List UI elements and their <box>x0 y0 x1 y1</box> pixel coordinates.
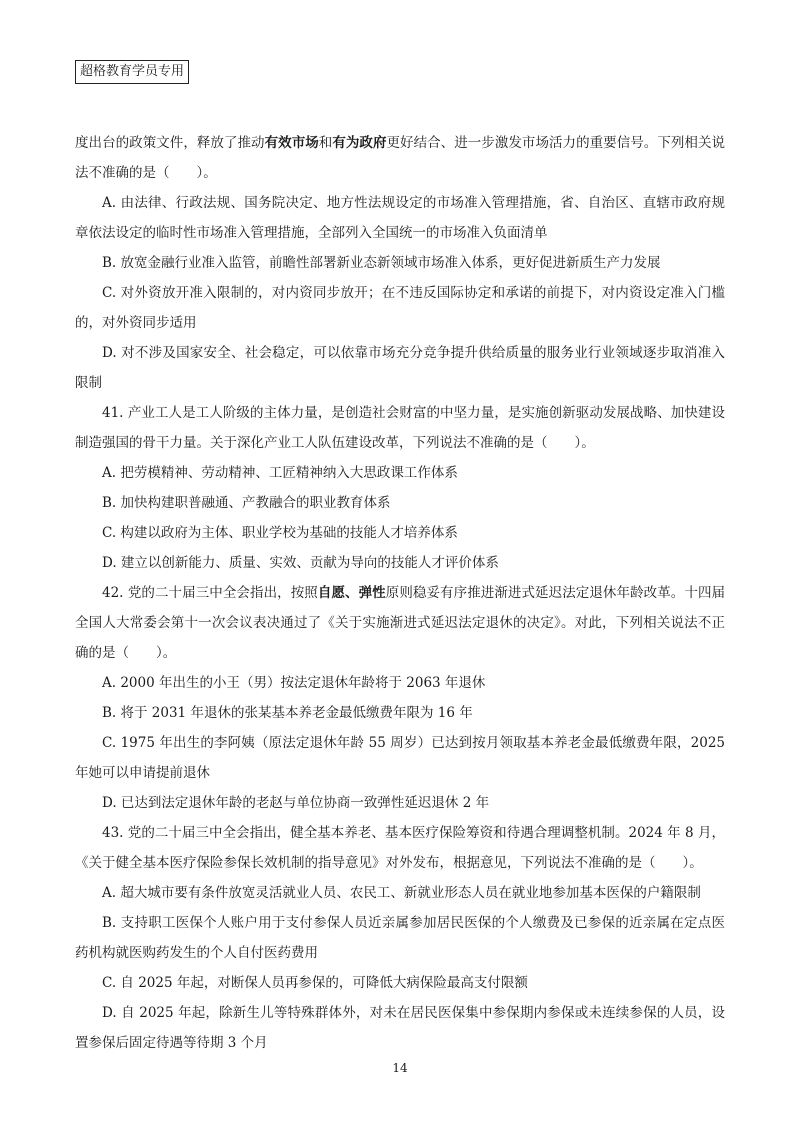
option-b: B. 加快构建职普融通、产教融合的职业教育体系 <box>102 495 391 511</box>
question-41-stem: 41. 产业工人是工人阶级的主体力量，是创造社会财富的中坚力量，是实施创新驱动发展战略、加快建设制造强国的骨干力量。关于深化产业工人队伍建设改革，下列说法不准确的是（ ）。 <box>75 405 725 451</box>
question-42-stem: 42. 党的二十届三中全会指出，按照自愿、弹性原则稳妥有序推进渐进式延迟法定退休年龄改革。十四届全国人大常委会第十一次会议表决通过了《关于实施渐进式延迟法定退休的决定》。对此，下列相关说法不正确的是（ ）。 <box>75 585 726 661</box>
option-d: D. 建立以创新能力、质量、实效、贡献为导向的技能人才评价体系 <box>102 555 499 571</box>
question-40 <box>75 128 725 398</box>
option-d: D. 对不涉及国家安全、社会稳定，可以依靠市场充分竞争提升供给质量的服务业行业领域逐步取消准入限制 <box>75 345 725 391</box>
emphasis-effective-market: 有效市场 <box>264 135 319 151</box>
option-b: B. 支持职工医保个人账户用于支付参保人员近亲属参加居民医保的个人缴费及已参保的近亲属在定点医药机构就医购药发生的个人自付医药费用 <box>75 915 725 961</box>
question-41 <box>75 398 725 578</box>
option-a: A. 把劳模精神、劳动精神、工匠精神纳入大思政课工作体系 <box>102 465 458 481</box>
option-a: A. 由法律、行政法规、国务院决定、地方性法规设定的市场准入管理措施，省、自治区、直辖市政府规章依法设定的临时性市场准入管理措施，全部列入全国统一的市场准入负面清单 <box>75 195 725 241</box>
option-a: A. 2000 年出生的小王（男）按法定退休年龄将于 2063 年退休 <box>102 675 486 691</box>
option-c: C. 对外资放开准入限制的，对内资同步放开；在不违反国际协定和承诺的前提下，对内资设定准入门槛的，对外资同步适用 <box>75 285 725 331</box>
question-43-stem: 43. 党的二十届三中全会指出，健全基本养老、基本医疗保险筹资和待遇合理调整机制。2024 年 8 月，《关于健全基本医疗保险参保长效机制的指导意见》对外发布，根据意见，下列说法不准确的是（ ）。 <box>75 825 725 871</box>
option-b: B. 将于 2031 年退休的张某基本养老金最低缴费年限为 16 年 <box>102 705 473 721</box>
page-content <box>75 128 725 1058</box>
emphasis-voluntary-flexible: 自愿、弹性 <box>317 585 386 601</box>
option-d: D. 自 2025 年起，除新生儿等特殊群体外，对未在居民医保集中参保期内参保或未连续参保的人员，设置参保后固定待遇等待期 3 个月 <box>75 1005 725 1051</box>
option-b: B. 放宽金融行业准入监管，前瞻性部署新业态新领域市场准入体系，更好促进新质生产力发展 <box>102 255 661 271</box>
emphasis-capable-government: 有为政府 <box>332 135 387 151</box>
question-43 <box>75 818 725 1058</box>
option-d: D. 已达到法定退休年龄的老赵与单位协商一致弹性延迟退休 2 年 <box>102 795 490 811</box>
option-c: C. 1975 年出生的李阿姨（原法定退休年龄 55 周岁）已达到按月领取基本养老金最低缴费年限，2025 年她可以申请提前退休 <box>75 735 725 781</box>
question-40-stem: 度出台的政策文件，释放了推动有效市场和有为政府更好结合、进一步激发市场活力的重要信号。下列相关说法不准确的是（ ）。 <box>75 135 726 181</box>
page-number: 14 <box>392 1061 408 1075</box>
option-c: C. 自 2025 年起，对断保人员再参保的，可降低大病保险最高支付限额 <box>102 975 528 991</box>
option-a: A. 超大城市要有条件放宽灵活就业人员、农民工、新就业形态人员在就业地参加基本医保的户籍限制 <box>102 885 701 901</box>
option-c: C. 构建以政府为主体、职业学校为基础的技能人才培养体系 <box>102 525 458 541</box>
header-label: 超格教育学员专用 <box>75 60 189 84</box>
question-42 <box>75 578 725 818</box>
